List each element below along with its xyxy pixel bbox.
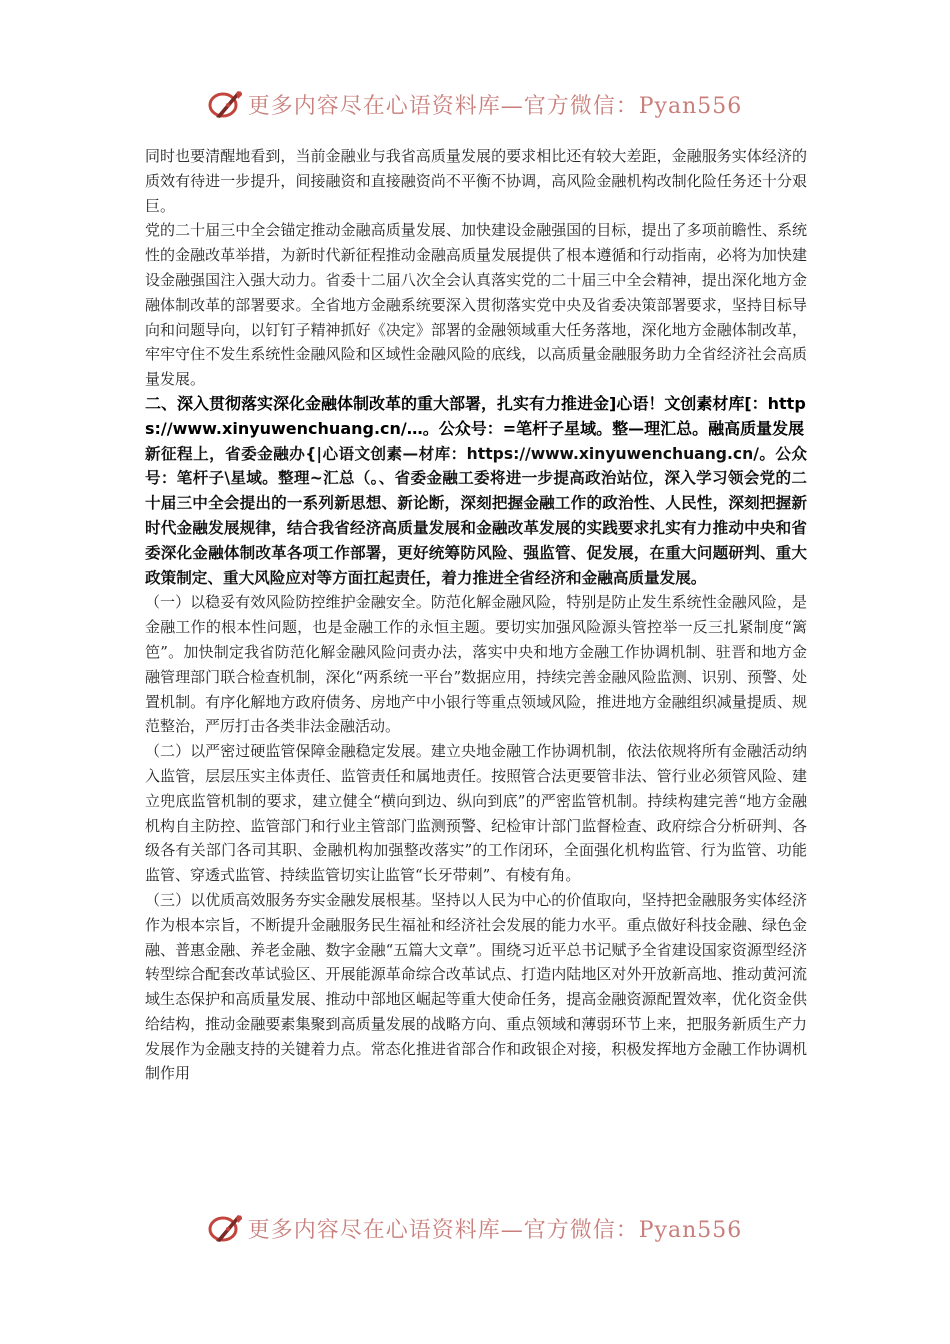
paragraph-supervision: （二）以严密过硬监管保障金融稳定发展。建立央地金融工作协调机制，依法依规将所有金融活动纳入监管，层层压实主体责任、监管责任和属地责任。按照管合法更要管非法、管行业必须管风险、建立兜底监管机制的要求，建立健全“横向到边、纵向到底”的严密监管机制。持续构建完善“地方金融机构自主防控、监管部门和行业主管部门监测预警、纪检审计部门监督检查、政府综合分析研判、各级各有关部门各司其职、金融机构加强整改落实”的工作闭环，全面强化机构监管、行为监管、功能监管、穿透式监管、持续监管切实让监管“长牙带刺”、有棱有角。 bbox=[145, 742, 807, 885]
footer-banner-text: 更多内容尽在心语资料库—官方微信：Pyan556 bbox=[247, 1217, 743, 1243]
section-heading-2: 二、深入贯彻落实深化金融体制改革的重大部署，扎实有力推进金]心语！文创素材库[：https://www.xinyuwenchuang.cn/…。公众号：=笔杆子星域。整—理汇总。融高质量发展 bbox=[145, 393, 806, 438]
paragraph-risk-prevention: （一）以稳妥有效风险防控维护金融安全。防范化解金融风险，特别是防止发生系统性金融风险，是金融工作的根本性问题，也是金融工作的永恒主题。要切实加强风险源头管控举一反三扎紧制度“篱笆”。加快制定我省防范化解金融风险问责办法，落实中央和地方金融工作协调机制、驻晋和地方金融管理部门联合检查机制，深化“两系统一平台”数据应用，持续完善金融风险监测、识别、预警、处置机制。有序化解地方政府债务、房地产中小银行等重点领域风险，推进地方金融组织减量提质、规范整治，严厉打击各类非法金融活动。 bbox=[145, 593, 807, 736]
paragraph-third-plenum: 党的二十届三中全会锚定推动金融高质量发展、加快建设金融强国的目标，提出了多项前瞻性、系统性的金融改革举措，为新时代新征程推动金融高质量发展提供了根本遵循和行动指南，必将为加快建设金融强国注入强大动力。省委十二届八次全会认真落实党的二十届三中全会精神，提出深化地方金融体制改革的部署要求。全省地方金融系统要深入贯彻落实党中央及省委决策部署要求，坚持目标导向和问题导向，以钉钉子精神抓好《决定》部署的金融领域重大任务落地，深化地方金融体制改革，牢牢守住不发生系统性金融风险和区域性金融风险的底线，以高质量金融服务助力全省经济社会高质量发展。 bbox=[145, 221, 807, 389]
footer-watermark-banner bbox=[0, 1206, 950, 1250]
paragraph-new-journey: 新征程上，省委金融办{|心语文创素—材库：https://www.xinyuwenchuang.cn/。公众号：笔杆子\星域。整理~汇总（。、省委金融工委将进一步提高政治站位，深入学习领会党的二十届三中全会提出的一系列新思想、新论断，深刻把握金融工作的政治性、人民性，深刻把握新时代金融发展规律，结合我省经济高质量发展和金融改革发展的实践要求扎实有力推动中央和省委深化金融体制改革各项工作部署，更好统筹防风险、强监管、促发展，在重大问题研判、重大政策制定、重大风险应对等方面扛起责任，着力推进全省经济和金融高质量发展。 bbox=[145, 444, 807, 587]
paragraph-gap-assessment: 同时也要清醒地看到，当前金融业与我省高质量发展的要求相比还有较大差距，金融服务实体经济的质效有待进一步提升，间接融资和直接融资尚不平衡不协调，高风险金融机构改制化险任务还十分艰巨。 bbox=[145, 147, 807, 215]
quill-pen-logo-icon bbox=[208, 87, 244, 121]
header-watermark-banner bbox=[0, 82, 950, 126]
header-banner-text: 更多内容尽在心语资料库—官方微信：Pyan556 bbox=[247, 93, 743, 119]
paragraph-financial-services: （三）以优质高效服务夯实金融发展根基。坚持以人民为中心的价值取向，坚持把金融服务实体经济作为根本宗旨，不断提升金融服务民生福祉和经济社会发展的能力水平。重点做好科技金融、绿色金融、普惠金融、养老金融、数字金融“五篇大文章”。围绕习近平总书记赋予全省建设国家资源型经济转型综合配套改革试验区、开展能源革命综合改革试点、打造内陆地区对外开放新高地、推动黄河流域生态保护和高质量发展、推动中部地区崛起等重大使命任务，提高金融资源配置效率，优化资金供给结构，推动金融要素集聚到高质量发展的战略方向、重点领域和薄弱环节上来，把服务新质生产力发展作为金融支持的关键着力点。常态化推进省部合作和政银企对接，积极发挥地方金融工作协调机制作用 bbox=[145, 890, 807, 1083]
quill-pen-logo-icon bbox=[208, 1211, 244, 1245]
document-body bbox=[145, 144, 807, 1086]
